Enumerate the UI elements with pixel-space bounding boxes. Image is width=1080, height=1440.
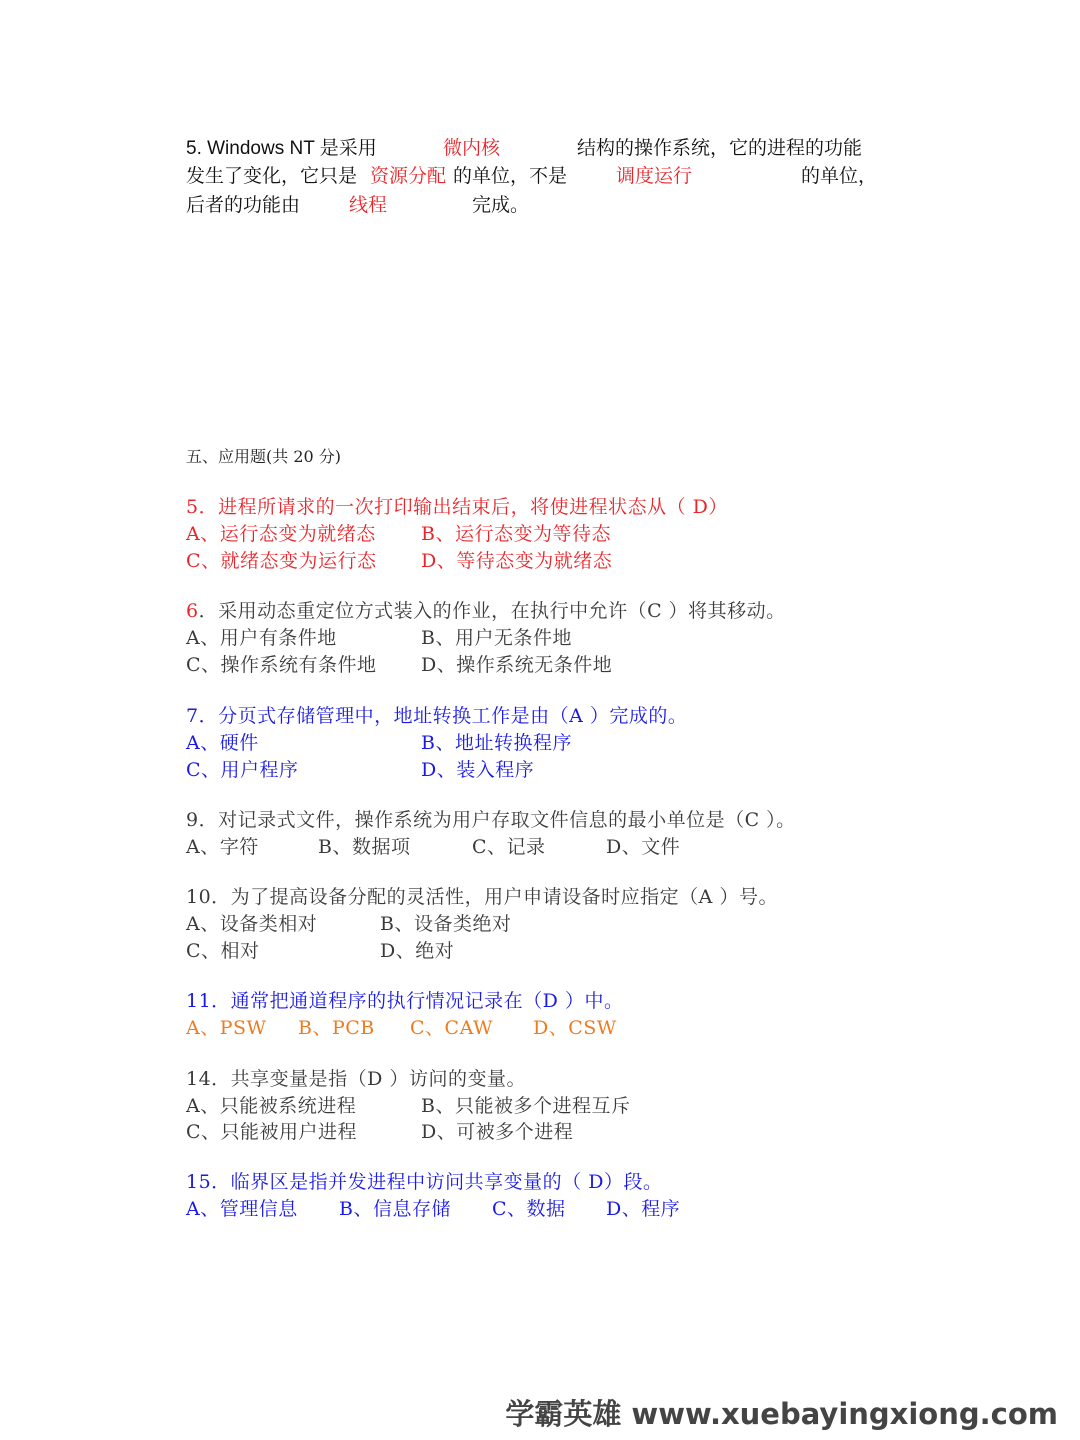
option-c: C、相对 bbox=[186, 940, 260, 962]
option-b: B、PCB bbox=[298, 1017, 375, 1039]
option-a: A、运行态变为就绪态 bbox=[186, 523, 376, 545]
option-d: D、等待态变为就绪态 bbox=[421, 550, 613, 572]
option-b: B、用户无条件地 bbox=[421, 627, 572, 649]
question-stem: 9．对记录式文件，操作系统为用户存取文件信息的最小单位是（C ）。 bbox=[186, 809, 796, 831]
line2-middle: 的单位，不是 bbox=[453, 166, 568, 187]
question-stem: 11．通常把通道程序的执行情况记录在（D ）中。 bbox=[186, 990, 624, 1012]
option-c: C、数据 bbox=[492, 1198, 566, 1220]
option-d: D、CSW bbox=[533, 1017, 617, 1039]
option-c: C、CAW bbox=[410, 1017, 494, 1039]
option-b: B、数据项 bbox=[318, 836, 411, 858]
option-d: D、文件 bbox=[606, 836, 681, 858]
option-c: C、用户程序 bbox=[186, 759, 299, 781]
answer-resource-allocation: 资源分配 bbox=[370, 166, 447, 187]
answer-scheduling: 调度运行 bbox=[616, 166, 693, 187]
section-title: 五、应用题(共 20 分) bbox=[186, 447, 342, 466]
option-a: A、PSW bbox=[186, 1017, 267, 1039]
line3-prefix: 后者的功能由 bbox=[186, 195, 301, 216]
line3-suffix: 完成。 bbox=[472, 195, 530, 216]
option-d: D、程序 bbox=[606, 1198, 681, 1220]
answer-thread: 线程 bbox=[349, 195, 388, 216]
option-b: B、信息存储 bbox=[339, 1198, 451, 1220]
question-stem: 10．为了提高设备分配的灵活性，用户申请设备时应指定（A ）号。 bbox=[186, 886, 778, 908]
option-b: B、设备类绝对 bbox=[380, 913, 512, 935]
line2-suffix: 的单位， bbox=[801, 166, 878, 187]
option-b: B、只能被多个进程互斥 bbox=[421, 1095, 631, 1117]
option-d: D、操作系统无条件地 bbox=[421, 654, 613, 676]
option-a: A、设备类相对 bbox=[186, 913, 318, 935]
question-stem: 15．临界区是指并发进程中访问共享变量的（ D）段。 bbox=[186, 1171, 663, 1193]
question-stem bbox=[186, 596, 786, 623]
option-a: A、管理信息 bbox=[186, 1198, 298, 1220]
option-c: C、记录 bbox=[472, 836, 546, 858]
line1-prefix: 5. Windows NT 是采用 bbox=[186, 138, 377, 159]
option-c: C、只能被用户进程 bbox=[186, 1121, 358, 1143]
answer-microkernel: 微内核 bbox=[443, 138, 501, 159]
line1-suffix: 结构的操作系统，它的进程的功能 bbox=[577, 138, 863, 159]
option-a: A、字符 bbox=[186, 836, 259, 858]
option-b: B、运行态变为等待态 bbox=[421, 523, 611, 545]
option-c: C、操作系统有条件地 bbox=[186, 654, 377, 676]
option-d: D、装入程序 bbox=[421, 759, 535, 781]
watermark: 学霸英雄 www.xuebayingxiong.com bbox=[505, 1397, 1058, 1431]
option-a: A、只能被系统进程 bbox=[186, 1095, 357, 1117]
option-d: D、可被多个进程 bbox=[421, 1121, 574, 1143]
question-number: 6 bbox=[186, 600, 199, 622]
option-c: C、就绪态变为运行态 bbox=[186, 550, 377, 572]
question-stem: 7．分页式存储管理中，地址转换工作是由（A ）完成的。 bbox=[186, 705, 688, 727]
option-a: A、硬件 bbox=[186, 732, 259, 754]
line2-prefix: 发生了变化，它只是 bbox=[186, 166, 358, 187]
option-b: B、地址转换程序 bbox=[421, 732, 572, 754]
question-stem: 14．共享变量是指（D ）访问的变量。 bbox=[186, 1068, 526, 1090]
question-text: ．采用动态重定位方式装入的作业，在执行中允许（C ）将其移动。 bbox=[198, 600, 786, 622]
question-stem: 5．进程所请求的一次打印输出结束后，将使进程状态从（ D） bbox=[186, 496, 728, 518]
option-d: D、绝对 bbox=[380, 940, 455, 962]
option-a: A、用户有条件地 bbox=[186, 627, 337, 649]
